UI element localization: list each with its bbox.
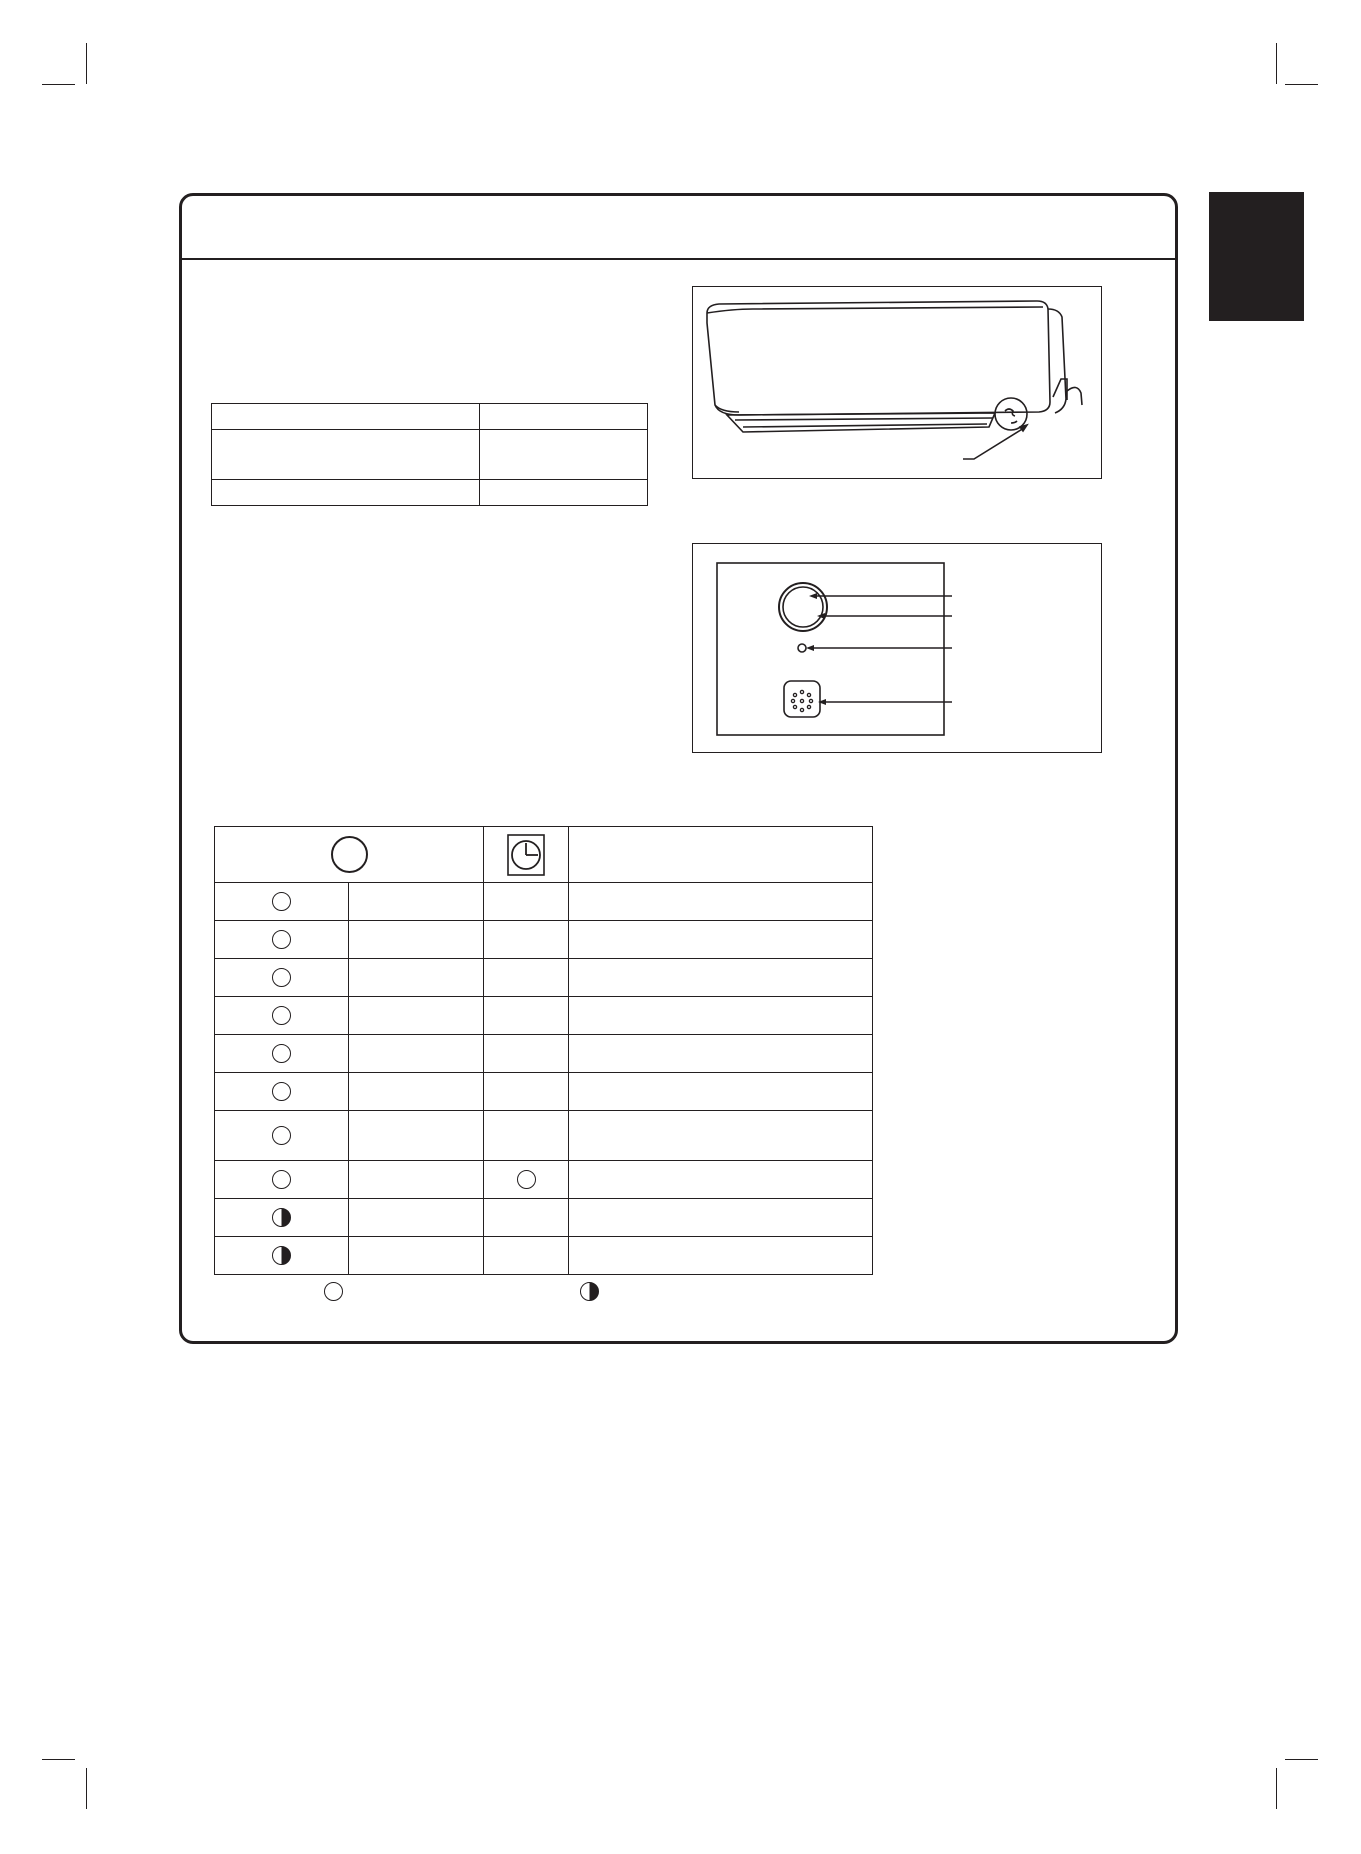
- description-cell: [569, 997, 873, 1035]
- description-cell: [569, 883, 873, 921]
- description-cell: [569, 1073, 873, 1111]
- description-cell: [569, 1035, 873, 1073]
- spec-cell: [480, 404, 648, 430]
- legend-blink-lamp-icon: [580, 1282, 599, 1301]
- timer-lamp-cell: [484, 883, 569, 921]
- spec-row: [212, 430, 648, 480]
- indicator-row: [215, 1073, 873, 1111]
- spec-cell: [480, 430, 648, 480]
- operation-state-cell: [349, 1035, 484, 1073]
- operation-state-cell: [349, 1161, 484, 1199]
- operation-lamp-cell: [215, 997, 349, 1035]
- lamp-off-icon: [272, 1170, 291, 1189]
- indicator-table: [214, 826, 873, 1275]
- lamp-off-icon: [272, 1126, 291, 1145]
- spec-cell: [212, 404, 480, 430]
- operation-lamp-cell: [215, 1073, 349, 1111]
- indicator-row: [215, 1237, 873, 1275]
- description-cell: [569, 1161, 873, 1199]
- timer-lamp-cell: [484, 1035, 569, 1073]
- spec-cell: [480, 480, 648, 506]
- indicator-row: [215, 1035, 873, 1073]
- spec-cell: [212, 480, 480, 506]
- spec-cell: [212, 430, 480, 480]
- operation-lamp-cell: [215, 1035, 349, 1073]
- indicator-row: [215, 1111, 873, 1161]
- indoor-unit-figure: [692, 286, 1102, 479]
- timer-lamp-cell: [484, 1073, 569, 1111]
- timer-lamp-cell: [484, 997, 569, 1035]
- operation-state-cell: [349, 883, 484, 921]
- lamp-off-icon: [272, 1082, 291, 1101]
- operation-lamp-cell: [215, 1111, 349, 1161]
- lamp-off-icon: [272, 930, 291, 949]
- description-cell: [569, 921, 873, 959]
- operation-lamp-cell: [215, 921, 349, 959]
- timer-icon: [507, 834, 545, 876]
- operation-state-cell: [349, 997, 484, 1035]
- timer-lamp-cell: [484, 921, 569, 959]
- operation-lamp-icon: [331, 836, 368, 873]
- display-panel-drawing: [693, 544, 1100, 751]
- lamp-off-icon: [517, 1170, 536, 1189]
- indicator-row: [215, 883, 873, 921]
- operation-state-cell: [349, 1237, 484, 1275]
- lamp-off-icon: [272, 1044, 291, 1063]
- description-cell: [569, 1199, 873, 1237]
- timer-lamp-cell: [484, 1111, 569, 1161]
- frame-title-rule: [179, 258, 1178, 260]
- operation-lamp-cell: [215, 1237, 349, 1275]
- timer-lamp-cell: [484, 1237, 569, 1275]
- lamp-off-icon: [272, 892, 291, 911]
- description-cell: [569, 1237, 873, 1275]
- lamp-off-icon: [272, 1006, 291, 1025]
- operation-state-cell: [349, 959, 484, 997]
- operation-state-cell: [349, 1073, 484, 1111]
- spec-row: [212, 480, 648, 506]
- spec-row: [212, 404, 648, 430]
- header-operation-lamp: [215, 827, 484, 883]
- indicator-row: [215, 1199, 873, 1237]
- lamp-blink-icon: [272, 1208, 291, 1227]
- indicator-row: [215, 921, 873, 959]
- lamp-off-icon: [272, 968, 291, 987]
- operation-lamp-cell: [215, 883, 349, 921]
- display-panel-figure: [692, 543, 1102, 753]
- indicator-row: [215, 997, 873, 1035]
- timer-lamp-cell: [484, 959, 569, 997]
- indoor-unit-drawing: [693, 287, 1100, 477]
- operation-lamp-cell: [215, 1161, 349, 1199]
- operation-state-cell: [349, 921, 484, 959]
- description-cell: [569, 1111, 873, 1161]
- timer-lamp-cell: [484, 1199, 569, 1237]
- description-cell: [569, 959, 873, 997]
- spec-table: [211, 403, 648, 506]
- operation-lamp-cell: [215, 959, 349, 997]
- timer-lamp-cell: [484, 1161, 569, 1199]
- legend-off-lamp-icon: [324, 1282, 343, 1301]
- lamp-blink-icon: [272, 1246, 291, 1265]
- header-description: [569, 827, 873, 883]
- operation-state-cell: [349, 1199, 484, 1237]
- indicator-row: [215, 959, 873, 997]
- indicator-row: [215, 1161, 873, 1199]
- operation-state-cell: [349, 1111, 484, 1161]
- header-timer: [484, 827, 569, 883]
- operation-lamp-cell: [215, 1199, 349, 1237]
- section-tab: [1209, 192, 1304, 321]
